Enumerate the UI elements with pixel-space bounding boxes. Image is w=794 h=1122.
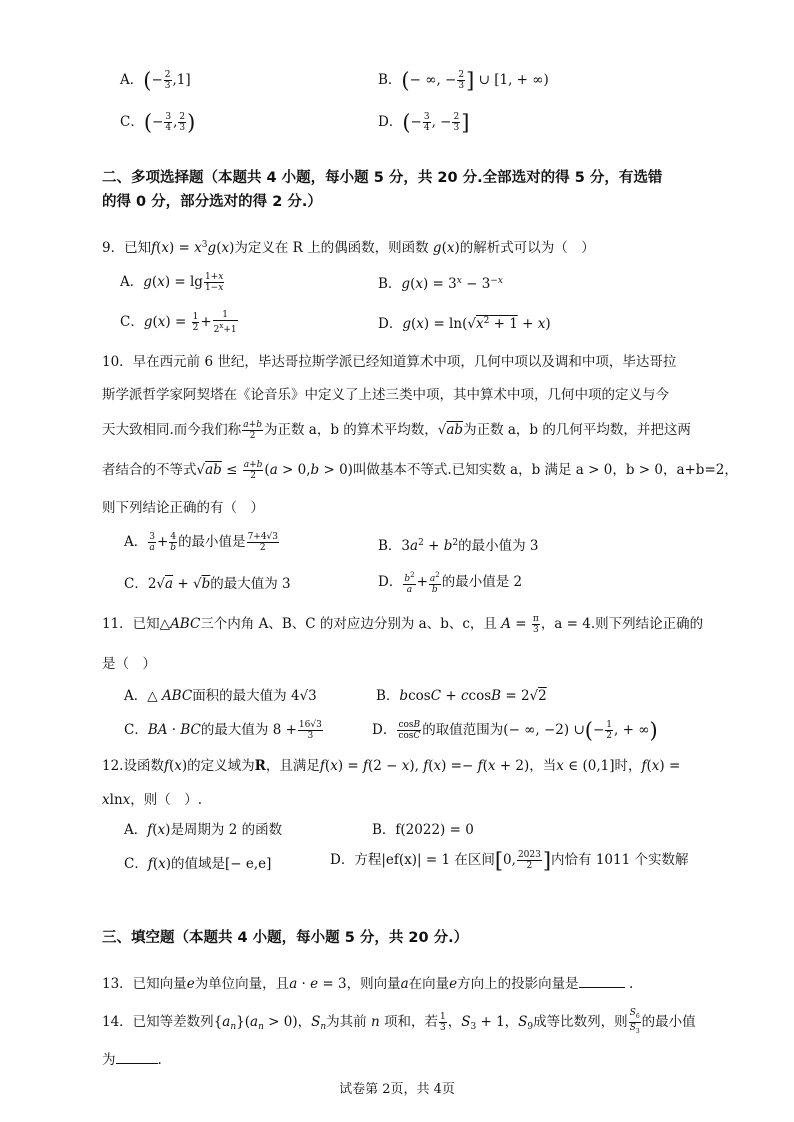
q11-option-a: A．△ ABC面积的最大值为 4√3 <box>124 688 317 704</box>
q10-option-b: B．$3a^2 + b^2$的最小值为 3 <box>378 538 539 554</box>
q9-option-a: A．g(x) = lg $\frac{1+x}{1-x}$ <box>120 272 224 293</box>
q11-option-d: D． $\frac{\cos B}{\cos C}$ 的取值范围为(− ∞, −2) ∪(− $\frac{1}{2}$ , + ∞) <box>372 718 658 743</box>
q8-option-d: D．(− $\frac{3}{4}$ , − $\frac{2}{3}$ ] <box>378 110 470 135</box>
q10-line4: 者结合的不等式√ab ≤ $\frac{a+b}{2}$ (a > 0,b > 0)叫做基本不等式.已知实数 a，b 满足 a > 0，b > 0，a+b=2， <box>102 460 738 481</box>
option-label: A． <box>120 72 144 88</box>
q11-line1: 11．已知△ABC三个内角 A、B、C 的对应边分别为 a、b、c，且 A = $\frac{\pi}{3}$ ，a = 4.则下列结论正确的 <box>102 614 704 635</box>
q8-option-c: C．(− $\frac{3}{4}$ , $\frac{2}{3}$ ) <box>120 110 196 135</box>
q9-stem: 9．已知$f(x) = x^3g(x)$为定义在 R 上的偶函数，则函数 g(x)的解析式可以为（ ） <box>102 240 595 256</box>
q13: 13．已知向量e为单位向量，且a · e = 3，则向量a在向量e方向上的投影向量是 . <box>102 976 634 992</box>
answer-blank[interactable] <box>116 1051 158 1064</box>
q10-option-a: A． $\frac{3}{a}$ + $\frac{4}{b}$ 的最小值是 $\frac{7+4√3}{2}$ <box>124 532 279 553</box>
q10-line3: 天大致相同.而今我们称 $\frac{a+b}{2}$ 为正数 a，b 的算术平均数，√ab为正数 a，b 的几何平均数，并把这两 <box>102 420 691 441</box>
q8-option-a: A．(− $\frac{2}{3}$ ,1] <box>120 68 191 93</box>
q9-option-c: C．g(x) = $\frac{1}{2}$ + $\frac{1}{2^x+1}$ <box>120 310 237 335</box>
q10-line1: 10．早在西元前 6 世纪，毕达哥拉斯学派已经知道算术中项，几何中项以及调和中项，毕达哥拉 <box>102 354 677 370</box>
q11-option-b: B．bcosC + ccosB = 2√2 <box>376 688 547 704</box>
q14-line2: 为 . <box>102 1052 162 1068</box>
answer-blank[interactable] <box>579 975 625 988</box>
section3-heading: 三、填空题（本题共 4 小题，每小题 5 分，共 20 分.） <box>102 930 469 946</box>
q10-line2: 斯学派哲学家阿契塔在《论音乐》中定义了上述三类中项，其中算术中项，几何中项的定义与今 <box>102 387 669 403</box>
q12-option-a: A．f(x)是周期为 2 的函数 <box>124 822 283 838</box>
q10-option-c: C．2√a + √b的最大值为 3 <box>124 576 291 592</box>
q12-option-b: B．f(2022) = 0 <box>372 822 474 838</box>
section2-heading-line2: 的得 0 分，部分选对的得 2 分.） <box>102 194 322 210</box>
q12-line2: xlnx，则（ ）. <box>102 792 203 808</box>
q9-option-b: B．$g(x) = 3^x - 3^{-x}$ <box>378 276 503 292</box>
q12-line1: 12.设函数f(x)的定义域为R，且满足f(x) = f(2 − x), f(x) =− f(x + 2)，当x ∈ (0,1]时，f(x) = <box>102 758 681 774</box>
q9-option-d: D．$g(x) = \ln(√x^2 + 1 + x)$ <box>378 316 551 332</box>
q14-line1: 14．已知等差数列$\{a_n\}(a_n > 0)$，$S_n$为其前 n 项和，若 $\frac{1}{3}$ ，$S_3 + 1$，$S_9$成等比数列，则 $\frac{S_6}{S_3}$ 的最小值 <box>102 1008 696 1035</box>
section2-heading-line1: 二、多项选择题（本题共 4 小题，每小题 5 分，共 20 分.全部选对的得 5 分，有选错 <box>102 170 663 186</box>
q11-option-c: C．BA · BC的最大值为 8 + $\frac{16√3}{3}$ <box>124 720 322 741</box>
q8-option-b: B．(− ∞, − $\frac{2}{3}$ ] ∪ [1, + ∞) <box>378 68 549 93</box>
q12-option-d: D．方程|ef(x)| = 1 在区间[0, $\frac{2023}{2}$ ]内恰有 1011 个实数解 <box>330 848 689 873</box>
q10-option-d: D． $\frac{b^2}{a}$ + $\frac{a^2}{b}$ 的最小值是 2 <box>378 571 523 595</box>
q11-line2: 是（ ） <box>102 656 156 672</box>
page-footer: 试卷第 2页，共 4页 <box>339 1082 455 1097</box>
q10-line5: 则下列结论正确的有（ ） <box>102 500 264 516</box>
q12-option-c: C．f(x)的值域是[− e,e] <box>124 856 272 872</box>
